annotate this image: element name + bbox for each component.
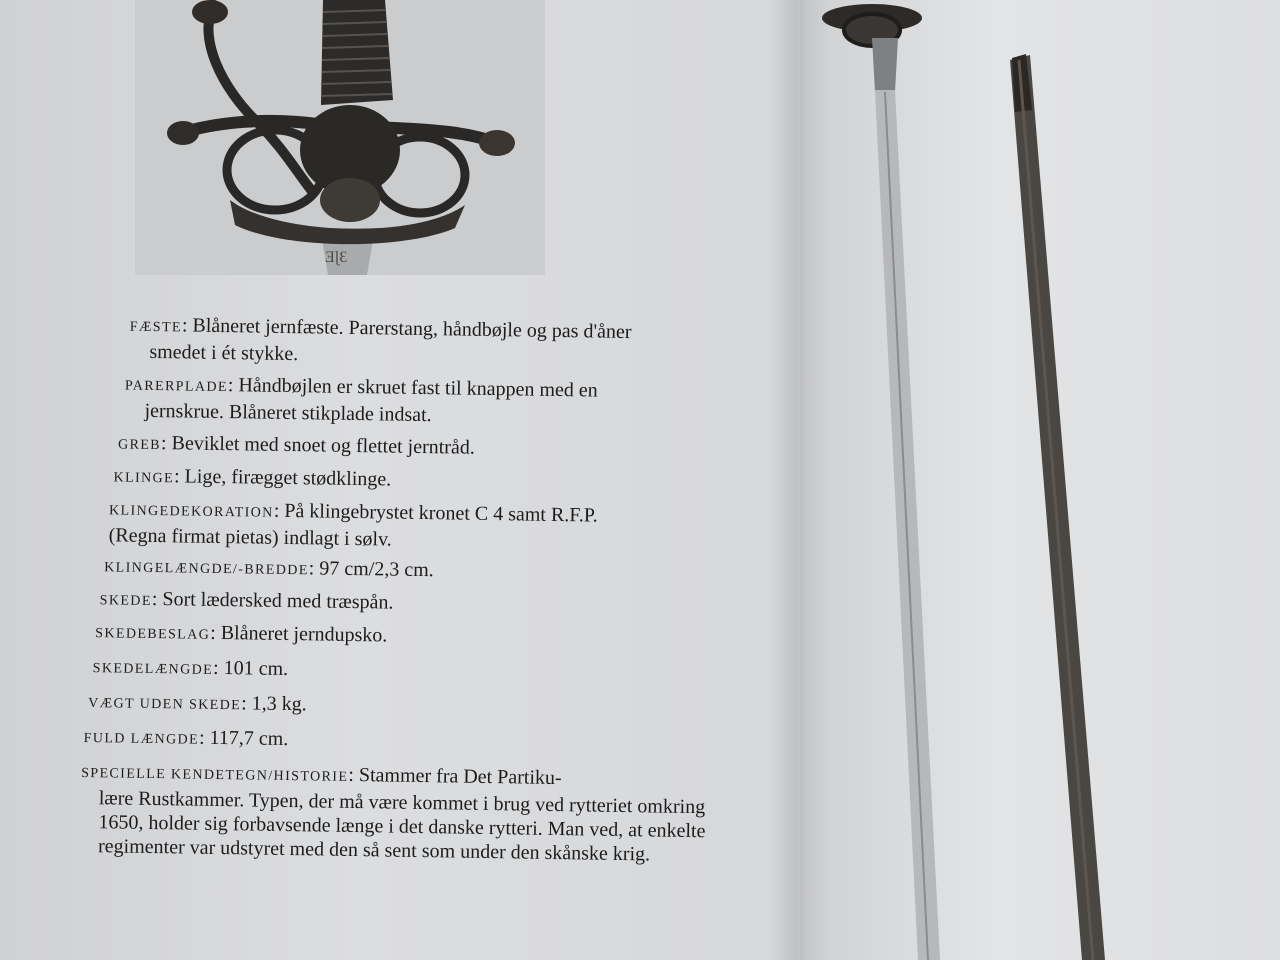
spec-label: PARERPLADE (124, 378, 228, 396)
spec-klinge: KLINGE: Lige, firægget stødklinge. (113, 465, 392, 491)
spec-skede: SKEDE: Sort lædersked med træspån. (99, 587, 394, 614)
spec-text-cont: lære Rustkammer. Typen, der må være kommet i brug ved rytteriet omkring 1650, holder sig forbavsende længe i det danske rytteri. Man ved, at enkelte regimenter var udstyret med den så sent som under den skånske krig. (97, 787, 706, 866)
spec-skedebeslag: SKEDEBESLAG: Blåneret jerndupsko. (95, 621, 388, 647)
spec-text: Beviklet med snoet og flettet jerntråd. (171, 432, 475, 459)
spec-text: Sort lædersked med træspån. (162, 588, 394, 614)
spec-text: Håndbøjlen er skruet fast til knappen med en (238, 374, 598, 402)
spec-label: FÆSTE (129, 319, 183, 336)
spec-klingedekoration: KLINGEDEKORATION: På klingebrystet kronet C 4 samt R.F.P. (Regna firmat pietas) indlagt i sølv. (109, 496, 766, 557)
spec-fuld-laengde: FULD LÆNGDE: 117,7 cm. (83, 726, 289, 751)
spec-text-cont: smedet i ét stykke. (149, 340, 299, 366)
spec-label: SKEDE (99, 593, 152, 609)
spec-text-cont: (Regna firmat pietas) indlagt i sølv. (108, 524, 392, 551)
spec-faeste: FÆSTE: Blåneret jernfæste. Parerstang, håndbøjle og pas d'åner smedet i ét stykke. (129, 313, 768, 373)
specifications-list (80, 312, 768, 868)
spec-text: Blåneret jerndupsko. (220, 622, 388, 647)
spec-greb: GREB: Beviklet med snoet og flettet jerntråd. (117, 432, 475, 459)
spec-label: KLINGEDEKORATION (108, 503, 274, 521)
spec-klingelaengde: KLINGELÆNGDE/-BREDDE: 97 cm/2,3 cm. (104, 557, 434, 582)
spec-text: På klingebrystet kronet C 4 samt R.F.P. (284, 499, 598, 527)
spec-label: VÆGT UDEN SKEDE (88, 696, 242, 714)
spec-text: Lige, firægget stødklinge. (184, 465, 392, 491)
spec-label: FULD LÆNGDE (83, 730, 200, 748)
spec-label: KLINGELÆNGDE/-BREDDE (104, 560, 309, 579)
sword-and-scabbard-photo (800, 0, 1130, 960)
spec-text: Blåneret jernfæste. Parerstang, håndbøjle og pas d'åner (192, 314, 632, 344)
spec-skedelaengde: SKEDELÆNGDE: 101 cm. (92, 656, 289, 681)
sword-hilt-photo (135, 0, 545, 275)
spec-text: Stammer fra Det Partiku- (358, 764, 562, 790)
spec-label: GREB (117, 437, 162, 454)
spec-historie: SPECIELLE KENDETEGN/HISTORIE: Stammer fra Det Partiku- lære Rustkammer. Typen, der må være kommet i brug ved rytteriet omkring 1650, holder sig forbavsende længe i det danske rytteri. Man ved, at enkelte regimenter var udstyret med den så sent som under den skånske krig. (80, 759, 731, 868)
spec-vaegt: VÆGT UDEN SKEDE: 1,3 kg. (88, 692, 307, 716)
spec-text: 97 cm/2,3 cm. (319, 557, 434, 582)
spec-label: SKEDEBESLAG (95, 626, 211, 643)
spec-text: 117,7 cm. (209, 726, 289, 751)
spec-parerplade: PARERPLADE: Håndbøjlen er skruet fast til knappen med en jernskrue. Blåneret stikplade indsat. (124, 372, 767, 433)
spec-text-cont: jernskrue. Blåneret stikplade indsat. (144, 399, 432, 427)
blade-inscription-mark: ƎɭԐ (325, 249, 348, 266)
spec-label: SKEDELÆNGDE (92, 661, 214, 678)
spec-label: KLINGE (113, 470, 175, 487)
spec-text: 101 cm. (223, 657, 289, 681)
spec-text: 1,3 kg. (251, 692, 307, 716)
spec-label: SPECIELLE KENDETEGN/HISTORIE (81, 765, 349, 785)
